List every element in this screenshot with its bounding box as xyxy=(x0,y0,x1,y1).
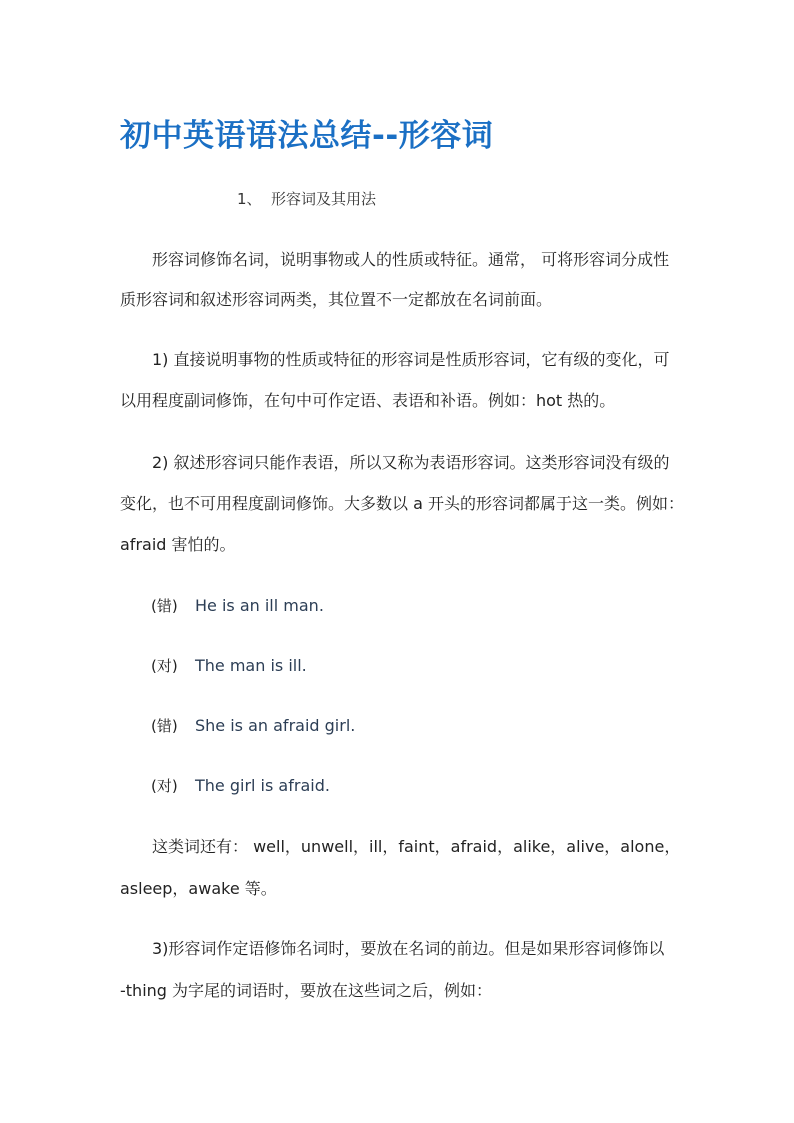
paragraph-line: 这类词还有： well，unwell，ill，faint，afraid，alike，alive，alone， xyxy=(152,837,681,856)
example-text: The girl is afraid. xyxy=(195,776,330,795)
example-text: She is an afraid girl. xyxy=(195,716,356,735)
example-sentence xyxy=(151,656,307,676)
example-sentence xyxy=(151,596,324,616)
example-mark: (对) xyxy=(151,777,178,795)
paragraph-line: 1) 直接说明事物的性质或特征的形容词是性质形容词，它有级的变化，可 xyxy=(152,350,670,369)
paragraph-line: -thing 为字尾的词语时，要放在这些词之后，例如： xyxy=(120,981,493,1000)
section-label: 形容词及其用法 xyxy=(271,190,377,208)
point-3-paragraph xyxy=(120,939,680,1001)
paragraph-line: 2) 叙述形容词只能作表语，所以又称为表语形容词。这类形容词没有级的 xyxy=(152,453,670,472)
intro-paragraph xyxy=(120,250,680,310)
example-text: He is an ill man. xyxy=(195,596,324,615)
example-mark: (错) xyxy=(151,597,178,615)
paragraph-line: afraid 害怕的。 xyxy=(120,535,236,554)
section-number: 1、 xyxy=(237,190,262,208)
paragraph-line: 形容词修饰名词，说明事物或人的性质或特征。通常， 可将形容词分成性 xyxy=(152,250,670,269)
example-mark: (对) xyxy=(151,657,178,675)
paragraph-line: 变化，也不可用程度副词修饰。大多数以 a 开头的形容词都属于这一类。例如： xyxy=(120,494,684,513)
section-heading xyxy=(237,188,376,209)
paragraph-line: 3)形容词作定语修饰名词时，要放在名词的前边。但是如果形容词修饰以 xyxy=(152,939,665,958)
list-paragraph xyxy=(120,837,680,899)
example-sentence xyxy=(151,776,330,796)
example-text: The man is ill. xyxy=(195,656,307,675)
document-title: 初中英语语法总结--形容词 xyxy=(120,118,494,154)
paragraph-line: 质形容词和叙述形容词两类，其位置不一定都放在名词前面。 xyxy=(120,290,553,309)
example-mark: (错) xyxy=(151,717,178,735)
point-1-paragraph xyxy=(120,350,680,411)
point-2-paragraph xyxy=(120,453,684,555)
paragraph-line: asleep，awake 等。 xyxy=(120,879,277,898)
example-sentence xyxy=(151,716,355,736)
paragraph-line: 以用程度副词修饰，在句中可作定语、表语和补语。例如：hot 热的。 xyxy=(120,391,616,410)
